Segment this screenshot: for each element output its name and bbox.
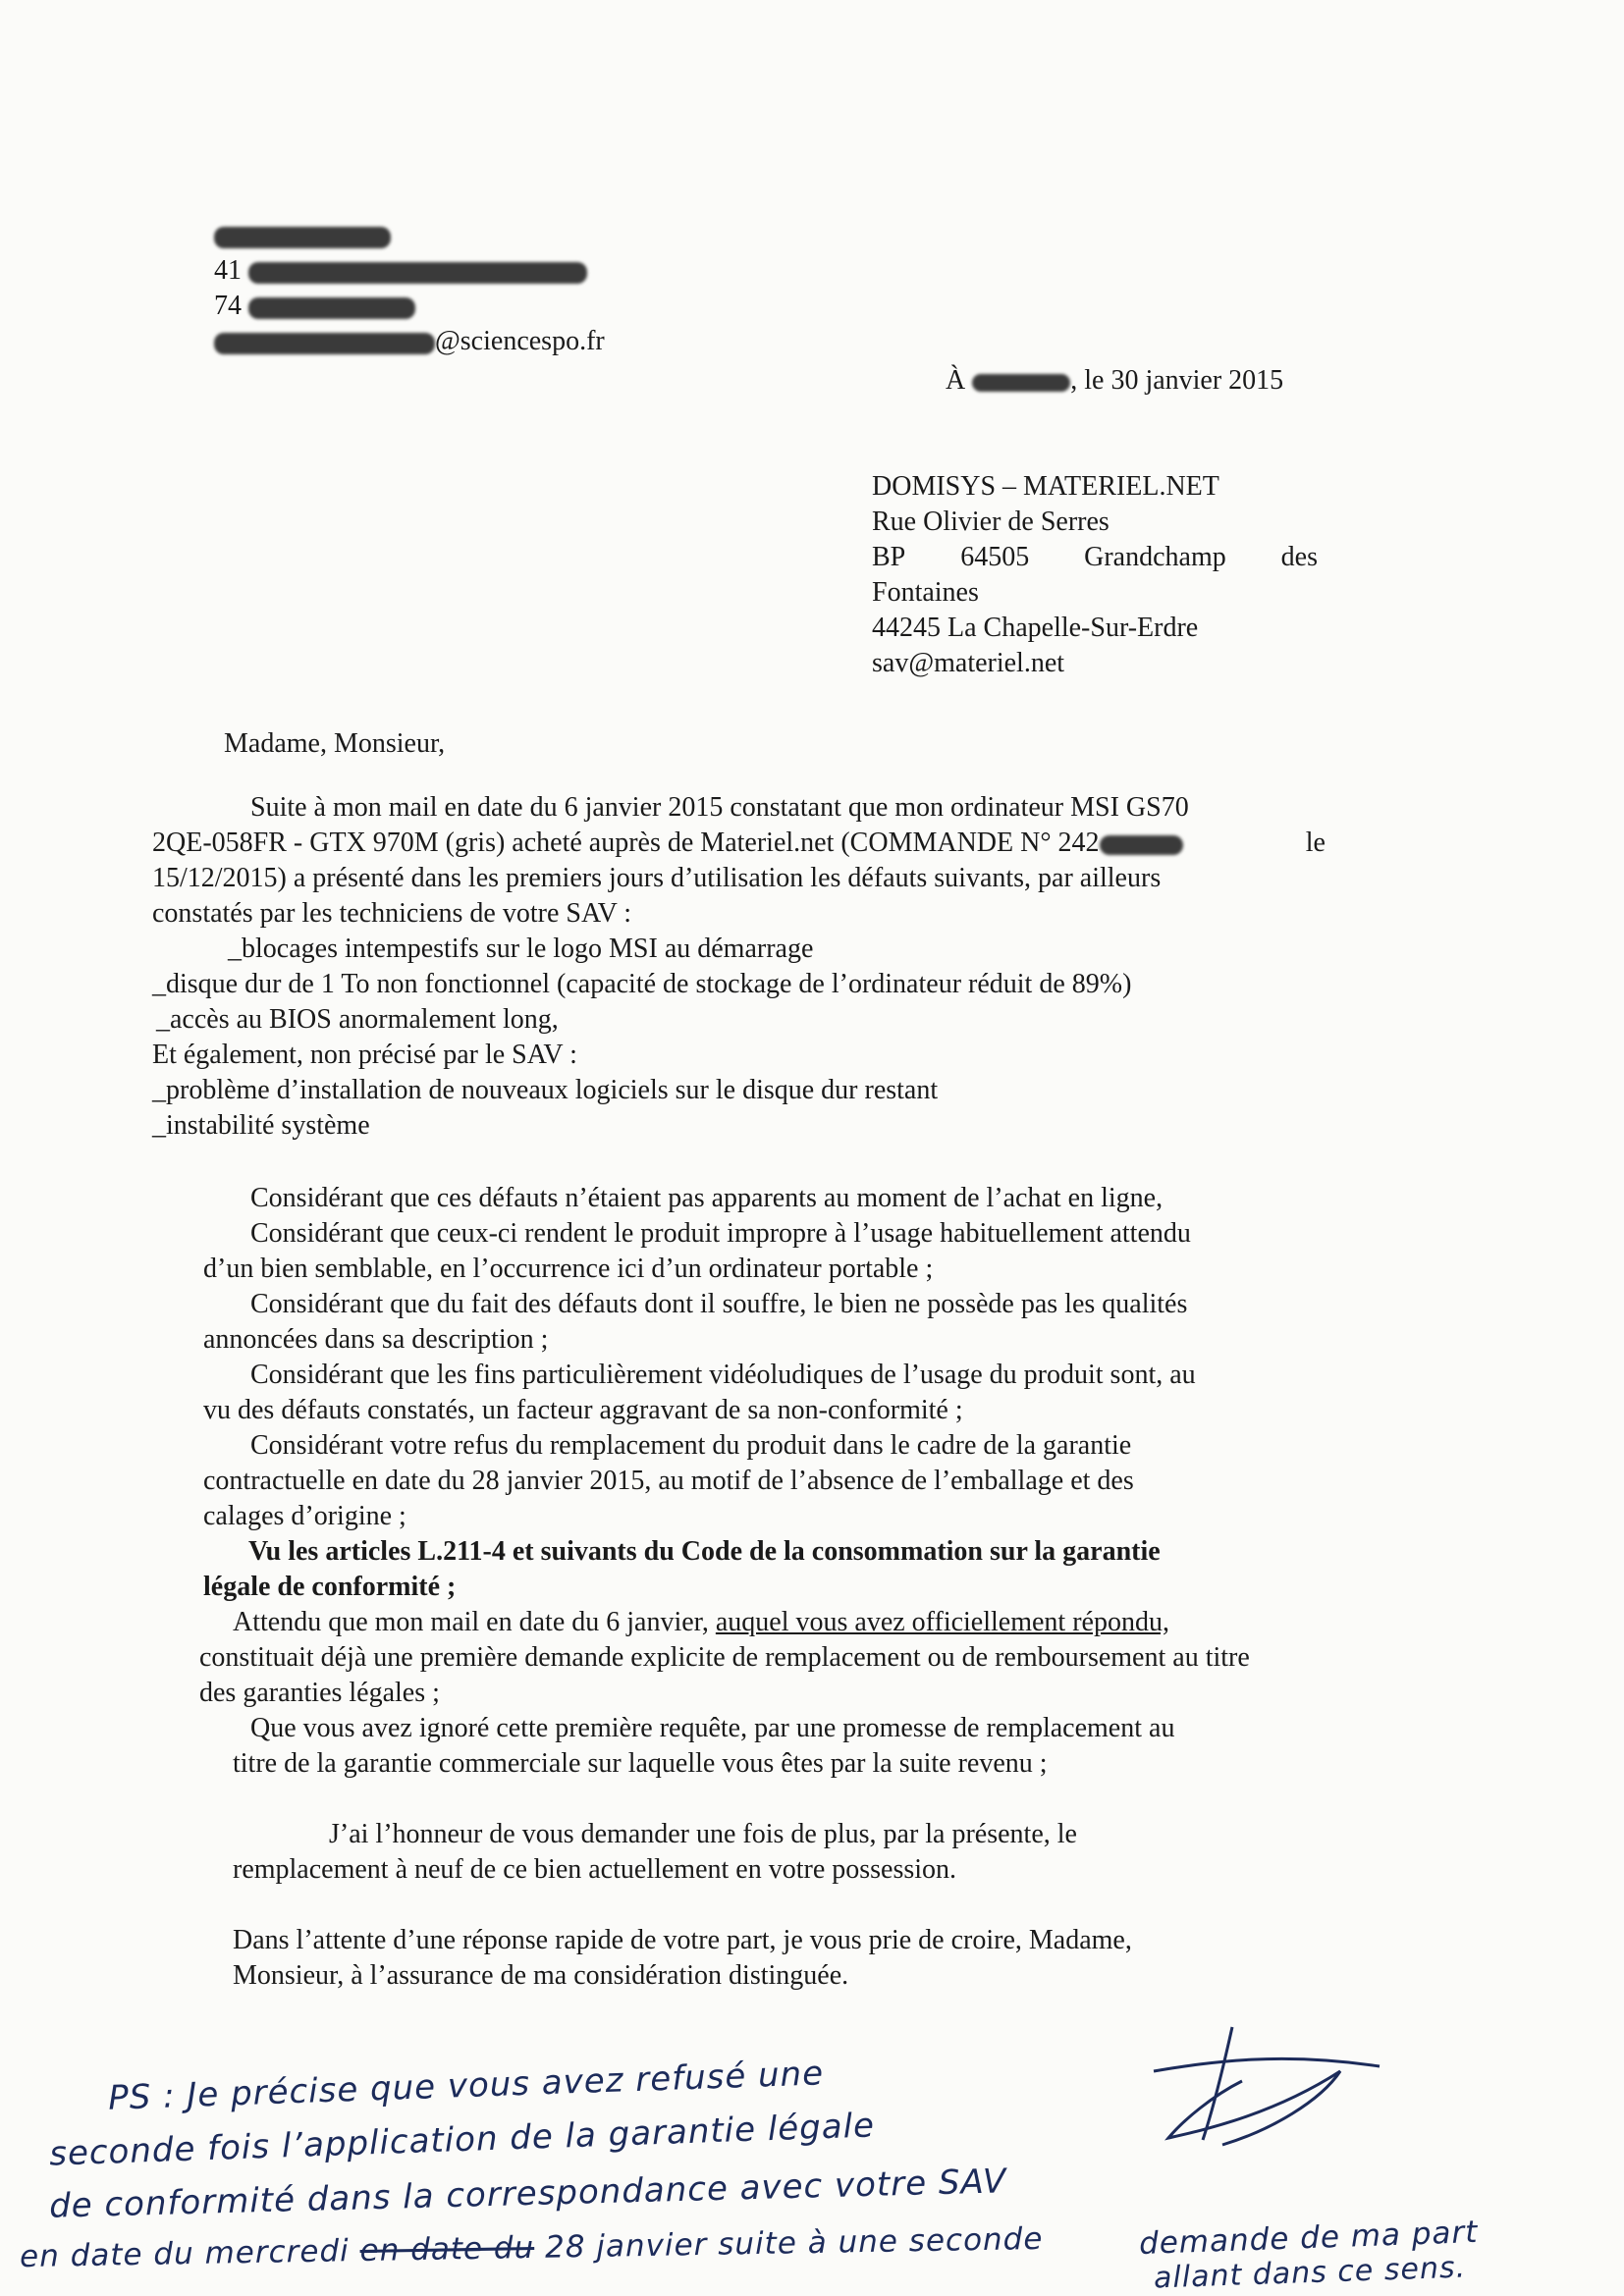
- ps-line-5: allant dans ce sens.: [1153, 2250, 1467, 2296]
- po-box-label: BP: [872, 542, 906, 572]
- recipient-po-box: [872, 540, 1318, 575]
- ps-line-4: en date du mercredi en date du 28 janvier suite à une seconde: [19, 2220, 1044, 2275]
- date-line: [946, 363, 1283, 399]
- letter-body: [152, 790, 1326, 1994]
- ps-line-1: PS : Je précise que vous avez refusé une: [107, 2054, 825, 2118]
- defect-item: _blocages intempestifs sur le logo MSI au démarrage: [228, 934, 814, 964]
- ps-line-3: de conformité dans la correspondance avec votre SAV: [48, 2162, 1007, 2226]
- considerant-2: Considérant que ceux-ci rendent le produit impropre à l’usage habituellement attendu: [250, 1218, 1191, 1249]
- defect-item: _disque dur de 1 To non fonctionnel (capacité de stockage de l’ordinateur réduit de 89%): [152, 969, 1132, 999]
- redacted-order-number: [1100, 835, 1183, 855]
- legal-reference: Vu les articles L.211-4 et suivants du Code de la consommation sur la garantie: [248, 1536, 1161, 1567]
- considerant-1: Considérant que ces défauts n’étaient pas apparents au moment de l’achat en ligne,: [250, 1183, 1164, 1213]
- considerant-4-cont: vu des défauts constatés, un facteur aggravant de sa non-conformité ;: [203, 1395, 963, 1425]
- body-line: constatés par les techniciens de votre SAV :: [152, 898, 632, 929]
- defect-item: _accès au BIOS anormalement long,: [156, 1004, 559, 1035]
- po-box-place: Grandchamp: [1084, 542, 1226, 572]
- body-line: Suite à mon mail en date du 6 janvier 2015 constatant que mon ordinateur MSI GS70: [250, 792, 1189, 823]
- sender-block: [214, 218, 605, 359]
- recipient-city: 44245 La Chapelle-Sur-Erdre: [872, 613, 1199, 643]
- sender-address-line: [214, 253, 605, 289]
- po-box-place-2: des: [1280, 542, 1318, 572]
- considerant-4: Considérant que les fins particulièrement vidéoludiques de l’usage du produit sont, au: [250, 1360, 1196, 1390]
- sender-name-line: [214, 218, 605, 253]
- sender-email-suffix: @sciencespo.fr: [435, 326, 605, 356]
- considerant-3: Considérant que du fait des défauts dont il souffre, le bien ne possède pas les qualités: [250, 1289, 1188, 1319]
- que-clause: Que vous avez ignoré cette première requête, par une promesse de remplacement au: [250, 1713, 1175, 1743]
- date-text: , le 30 janvier 2015: [1070, 365, 1284, 396]
- considerant-2-cont: d’un bien semblable, en l’occurrence ici d’un ordinateur portable ;: [203, 1254, 934, 1284]
- redacted-name: [214, 227, 391, 248]
- ps-line-4-end: demande de ma part: [1138, 2214, 1479, 2263]
- ps-line-2: seconde fois l’application de la garantie légale: [48, 2106, 876, 2174]
- recipient-block: [872, 469, 1318, 681]
- considerant-3-cont: annoncées dans sa description ;: [203, 1324, 549, 1355]
- salutation: Madame, Monsieur,: [224, 728, 446, 759]
- defect-item: _problème d’installation de nouveaux logiciels sur le disque dur restant: [152, 1075, 939, 1105]
- struck-text: en date du: [359, 2229, 535, 2269]
- request: J’ai l’honneur de vous demander une fois de plus, par la présente, le: [329, 1819, 1077, 1849]
- body-line: 2QE-058FR - GTX 970M (gris) acheté auprès de Materiel.net (COMMANDE N° 242 le: [152, 828, 1326, 858]
- recipient-email: sav@materiel.net: [872, 648, 1065, 678]
- sender-city-prefix: 74: [214, 291, 242, 321]
- sender-city-line: [214, 289, 605, 324]
- recipient-street: Rue Olivier de Serres: [872, 507, 1110, 537]
- redacted-city: [248, 297, 415, 319]
- defect-item: _instabilité système: [152, 1110, 370, 1141]
- sender-email-line: [214, 324, 605, 359]
- sender-address-prefix: 41: [214, 255, 242, 286]
- legal-reference-cont: légale de conformité ;: [203, 1572, 457, 1602]
- closing: Dans l’attente d’une réponse rapide de votre part, je vous prie de croire, Madame,: [233, 1925, 1132, 1955]
- underlined-text: auquel vous avez officiellement répondu,: [715, 1607, 1169, 1637]
- redacted-email: [214, 333, 435, 354]
- considerant-5-cont: calages d’origine ;: [203, 1501, 406, 1531]
- po-box-number: 64505: [960, 542, 1030, 572]
- body-line: 15/12/2015) a présenté dans les premiers jours d’utilisation les défauts suivants, par ailleurs: [152, 863, 1162, 893]
- signature: [1124, 2012, 1438, 2150]
- request-cont: remplacement à neuf de ce bien actuellement en votre possession.: [233, 1854, 957, 1885]
- recipient-company: DOMISYS – MATERIEL.NET: [872, 471, 1219, 502]
- considerant-5: Considérant votre refus du remplacement du produit dans le cadre de la garantie: [250, 1430, 1132, 1461]
- attendu-cont: des garanties légales ;: [199, 1678, 440, 1708]
- redacted-place: [972, 374, 1070, 392]
- considerant-5-cont: contractuelle en date du 28 janvier 2015, au motif de l’absence de l’emballage et des: [203, 1466, 1134, 1496]
- date-prefix: À: [946, 365, 966, 396]
- que-clause-cont: titre de la garantie commerciale sur laquelle vous êtes par la suite revenu ;: [233, 1748, 1048, 1779]
- defect-intro: Et également, non précisé par le SAV :: [152, 1040, 577, 1070]
- attendu-cont: constituait déjà une première demande explicite de remplacement ou de remboursement au titre: [199, 1642, 1250, 1673]
- closing-cont: Monsieur, à l’assurance de ma considération distinguée.: [233, 1960, 849, 1991]
- redacted-address: [248, 262, 587, 284]
- recipient-place: Fontaines: [872, 577, 979, 608]
- attendu: Attendu que mon mail en date du 6 janvier, auquel vous avez officiellement répondu,: [233, 1607, 1169, 1637]
